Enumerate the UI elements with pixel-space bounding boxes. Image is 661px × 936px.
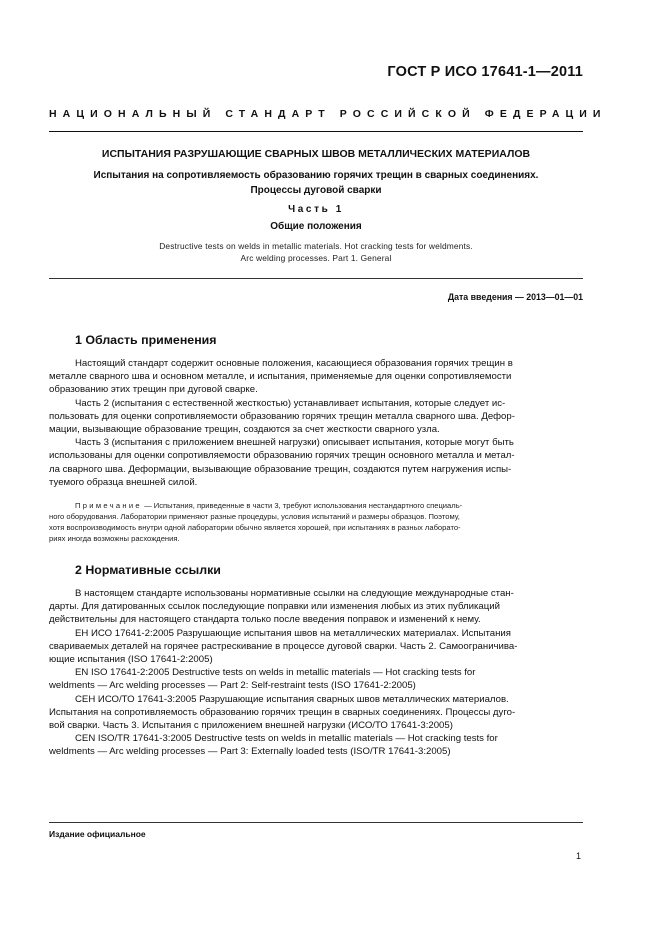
note-line xyxy=(49,500,583,511)
introduction-date: Дата введения — 2013—01—01 xyxy=(447,292,583,302)
note-line: ного оборудования. Лаборатории применяют разные процедуры, условия испытаний и размеры образцов. Поэтому, xyxy=(49,512,460,521)
note-text: — Испытания, приведенные в части 3, требуют использования нестандартного специаль- xyxy=(141,501,463,510)
section-2-heading: 2 Нормативные ссылки xyxy=(75,563,221,577)
section-1-heading: 1 Область применения xyxy=(75,333,217,347)
reference-line: EN ISO 17641-2:2005 Destructive tests on welds in metallic materials — Hot cracking tests for xyxy=(75,667,476,679)
section-2-body xyxy=(49,587,583,759)
reference-line: ЕН ИСО 17641-2:2005 Разрушающие испытания швов на металлических материалах. Испытания xyxy=(75,627,511,639)
english-title-line: Destructive tests on welds in metallic materials. Hot cracking tests for weldments. xyxy=(159,241,473,251)
text-line: использованы для оценки сопротивляемости образованию горячих трещин основного металла и метал- xyxy=(49,450,515,462)
note-line: риях иногда возможны расхождения. xyxy=(49,534,180,543)
reference-line: вой сварки. Часть 3. Испытания с приложением внешней нагрузки (ИСО/ТО 17641-3:2005) xyxy=(49,720,453,732)
text-line: В настоящем стандарте использованы нормативные ссылки на следующие международные стан- xyxy=(75,588,514,599)
text-line: Настоящий стандарт содержит основные положения, касающиеся образования горячих трещин в xyxy=(75,358,513,369)
text-line: металле сварного шва и основном металле, и испытания, применяемые для оценки сопротивляемости xyxy=(49,371,512,383)
reference-line: CEN ISO/TR 17641-3:2005 Destructive tests on welds in metallic materials — Hot cracking tests for xyxy=(75,733,498,745)
reference-line: СЕН ИСО/ТО 17641-3:2005 Разрушающие испытания сварных швов металлических материалов. xyxy=(75,693,509,705)
text-line: Часть 2 (испытания с естественной жесткостью) устанавливает испытания, которые следует ис- xyxy=(75,397,506,409)
text-line: действительны для настоящего стандарта только после введения поправок и изменений к нему. xyxy=(49,614,481,626)
section-1-note xyxy=(49,500,583,544)
official-edition-label: Издание официальное xyxy=(49,829,146,839)
part-name: Общие положения xyxy=(270,221,362,232)
part-number: Часть 1 xyxy=(288,204,344,215)
text-line: образованию этих трещин при дуговой сварке. xyxy=(49,384,258,396)
reference-line: weldments — Arc welding processes — Part 2: Self-restraint tests (ISO 17641-2:2005) xyxy=(49,680,416,692)
standard-code: ГОСТ Р ИСО 17641-1—2011 xyxy=(387,64,583,80)
reference-line: ющие испытания (ISO 17641-2:2005) xyxy=(49,654,213,666)
document-subtitle xyxy=(49,168,583,198)
reference-line: свариваемых деталей на горячее растрескивание в процессе дуговой сварки. Часть 2. Самоограничива- xyxy=(49,640,518,652)
text-line: Часть 3 (испытания с приложением внешней нагрузки) описывает испытания, которые могут быть xyxy=(75,437,514,449)
text-line: пользовать для оценки сопротивляемости образованию горячих трещин металла сварного шва. Дефор- xyxy=(49,410,515,422)
note-line: хотя воспроизводимость внутри одной лаборатории обычно является хорошей, при испытаниях в разных лаборато- xyxy=(49,523,461,532)
top-divider xyxy=(49,131,583,132)
subtitle-line: Процессы дуговой сварки xyxy=(250,185,382,196)
reference-line: Испытания на сопротивляемость образованию горячих трещин в сварных соединениях. Процессы дуго- xyxy=(49,706,516,718)
text-line: мации, вызывающие образование трещин, создаются за счет жесткости сварного узла. xyxy=(49,424,440,436)
english-title-line: Arc welding processes. Part 1. General xyxy=(240,252,392,263)
page-number: 1 xyxy=(575,851,581,861)
reference-line: weldments — Arc welding processes — Part 3: Externally loaded tests (ISO/TR 17641-3:2005) xyxy=(49,746,451,758)
text-line: дарты. Для датированных ссылок последующие поправки или изменения любых из этих публикаций xyxy=(49,601,500,613)
note-label: Примечание xyxy=(75,501,142,510)
middle-divider xyxy=(49,278,583,279)
section-1-body xyxy=(49,357,583,489)
text-line: туемого образца внешней силой. xyxy=(49,476,198,488)
text-line: ла сварного шва. Деформации, вызывающие образование трещин, создаются путем нагружения испы- xyxy=(49,463,512,475)
subtitle-line: Испытания на сопротивляемость образованию горячих трещин в сварных соединениях. xyxy=(93,170,539,181)
document-title: ИСПЫТАНИЯ РАЗРУШАЮЩИЕ СВАРНЫХ ШВОВ МЕТАЛЛИЧЕСКИХ МАТЕРИАЛОВ xyxy=(101,148,531,160)
national-standard-banner: НАЦИОНАЛЬНЫЙ СТАНДАРТ РОССИЙСКОЙ ФЕДЕРАЦИИ xyxy=(49,108,607,120)
bottom-divider xyxy=(49,822,583,823)
english-title xyxy=(49,241,583,264)
